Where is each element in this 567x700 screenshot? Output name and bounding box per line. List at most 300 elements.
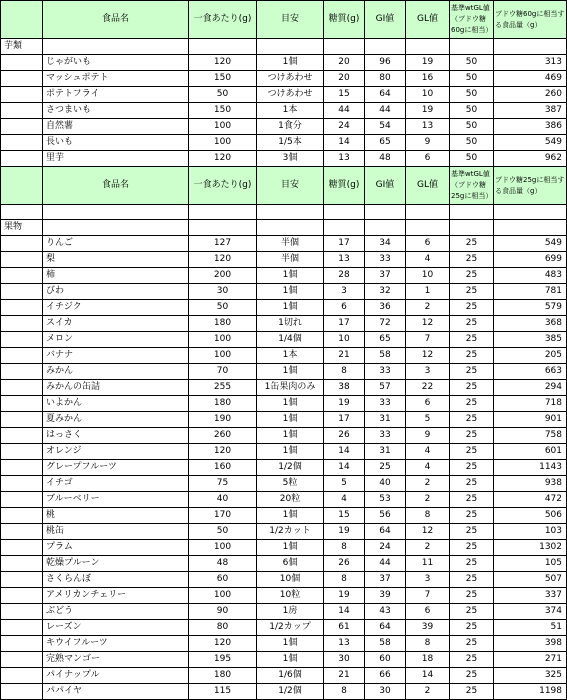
carbs-g-cell: 20 xyxy=(324,55,365,71)
equiv-amount-cell: 1143 xyxy=(494,460,567,476)
gl-value-cell: 9 xyxy=(406,135,450,151)
header-gi: GI値 xyxy=(365,1,406,39)
equiv-amount-cell: 385 xyxy=(494,332,567,348)
table-row xyxy=(1,268,567,284)
gl-value-cell: 2 xyxy=(406,300,450,316)
header-row-tubers xyxy=(1,1,567,39)
equiv-amount-cell: 469 xyxy=(494,71,567,87)
table-row xyxy=(1,252,567,268)
guide-cell: 1切れ xyxy=(257,316,324,332)
row-lead-cell xyxy=(1,316,43,332)
base-gl-cell: 25 xyxy=(450,364,494,380)
row-lead-cell xyxy=(1,492,43,508)
base-gl-cell: 50 xyxy=(450,103,494,119)
carbs-g-cell: 26 xyxy=(324,556,365,572)
equiv-amount-cell: 374 xyxy=(494,604,567,620)
carbs-g-cell: 44 xyxy=(324,103,365,119)
equiv-amount-cell: 1198 xyxy=(494,684,567,700)
equiv-amount-cell: 387 xyxy=(494,103,567,119)
food-name-cell: 柿 xyxy=(43,268,189,284)
row-lead-cell xyxy=(1,332,43,348)
table-body xyxy=(1,1,567,700)
base-gl-cell: 25 xyxy=(450,588,494,604)
portion-g-cell: 160 xyxy=(189,460,257,476)
portion-g-cell: 75 xyxy=(189,476,257,492)
equiv-amount-cell: 313 xyxy=(494,55,567,71)
equiv-amount-cell: 601 xyxy=(494,444,567,460)
portion-g-cell: 180 xyxy=(189,396,257,412)
gl-value-cell: 12 xyxy=(406,524,450,540)
portion-g-cell: 115 xyxy=(189,684,257,700)
category-label: 芋類 xyxy=(1,39,43,55)
guide-cell: 1/4個 xyxy=(257,332,324,348)
row-lead-cell xyxy=(1,151,43,167)
food-name-cell: 長いも xyxy=(43,135,189,151)
carbs-g-cell: 21 xyxy=(324,348,365,364)
food-name-cell: びわ xyxy=(43,284,189,300)
equiv-amount-cell: 472 xyxy=(494,492,567,508)
gl-value-cell: 12 xyxy=(406,348,450,364)
table-row xyxy=(1,151,567,167)
equiv-amount-cell: 271 xyxy=(494,652,567,668)
guide-cell: 1個 xyxy=(257,444,324,460)
gi-value-cell: 44 xyxy=(365,556,406,572)
guide-cell: 1個 xyxy=(257,652,324,668)
table-row xyxy=(1,636,567,652)
portion-g-cell: 120 xyxy=(189,636,257,652)
gl-value-cell: 7 xyxy=(406,332,450,348)
gi-value-cell: 31 xyxy=(365,444,406,460)
table-row xyxy=(1,71,567,87)
spacer-row xyxy=(1,205,567,220)
gi-value-cell: 37 xyxy=(365,268,406,284)
table-row xyxy=(1,684,567,700)
base-gl-cell: 25 xyxy=(450,556,494,572)
gl-value-cell: 1 xyxy=(406,284,450,300)
portion-g-cell: 120 xyxy=(189,55,257,71)
portion-g-cell: 50 xyxy=(189,300,257,316)
gi-value-cell: 80 xyxy=(365,71,406,87)
equiv-amount-cell: 718 xyxy=(494,396,567,412)
guide-cell: 10個 xyxy=(257,572,324,588)
header-gi: GI値 xyxy=(365,167,406,205)
gi-value-cell: 36 xyxy=(365,300,406,316)
base-gl-cell: 25 xyxy=(450,524,494,540)
equiv-amount-cell: 962 xyxy=(494,151,567,167)
gl-value-cell: 3 xyxy=(406,572,450,588)
gi-value-cell: 33 xyxy=(365,364,406,380)
portion-g-cell: 70 xyxy=(189,364,257,380)
carbs-g-cell: 15 xyxy=(324,508,365,524)
base-gl-cell: 50 xyxy=(450,151,494,167)
guide-cell: 1個 xyxy=(257,428,324,444)
guide-cell: 1個 xyxy=(257,396,324,412)
food-name-cell: 完熟マンゴー xyxy=(43,652,189,668)
equiv-amount-cell: 579 xyxy=(494,300,567,316)
gi-value-cell: 53 xyxy=(365,492,406,508)
gl-value-cell: 3 xyxy=(406,364,450,380)
portion-g-cell: 100 xyxy=(189,540,257,556)
equiv-amount-cell: 483 xyxy=(494,268,567,284)
base-gl-cell: 50 xyxy=(450,71,494,87)
base-gl-cell: 50 xyxy=(450,55,494,71)
row-lead-cell xyxy=(1,55,43,71)
portion-g-cell: 200 xyxy=(189,268,257,284)
gi-value-cell: 65 xyxy=(365,332,406,348)
carbs-g-cell: 15 xyxy=(324,87,365,103)
equiv-amount-cell: 325 xyxy=(494,668,567,684)
food-name-cell: みかん xyxy=(43,364,189,380)
base-gl-cell: 50 xyxy=(450,87,494,103)
guide-cell: 1個 xyxy=(257,55,324,71)
gl-value-cell: 2 xyxy=(406,476,450,492)
food-name-cell: パイナップル xyxy=(43,668,189,684)
food-name-cell: さくらんぼ xyxy=(43,572,189,588)
food-name-cell: ブルーベリー xyxy=(43,492,189,508)
base-gl-cell: 25 xyxy=(450,572,494,588)
food-name-cell: レーズン xyxy=(43,620,189,636)
row-lead-cell xyxy=(1,300,43,316)
header-gl: GL値 xyxy=(406,167,450,205)
carbs-g-cell: 19 xyxy=(324,588,365,604)
carbs-g-cell: 19 xyxy=(324,524,365,540)
food-name-cell: スイカ xyxy=(43,316,189,332)
carbs-g-cell: 8 xyxy=(324,684,365,700)
gl-value-cell: 4 xyxy=(406,460,450,476)
row-lead-cell xyxy=(1,604,43,620)
header-guide: 目安 xyxy=(257,167,324,205)
base-gl-cell: 25 xyxy=(450,412,494,428)
base-gl-cell: 25 xyxy=(450,668,494,684)
table-row xyxy=(1,652,567,668)
header-guide: 目安 xyxy=(257,1,324,39)
food-name-cell: りんご xyxy=(43,236,189,252)
base-gl-cell: 25 xyxy=(450,460,494,476)
row-lead-cell xyxy=(1,652,43,668)
row-lead-cell xyxy=(1,268,43,284)
equiv-amount-cell: 549 xyxy=(494,135,567,151)
table-row xyxy=(1,572,567,588)
row-lead-cell xyxy=(1,620,43,636)
carbs-g-cell: 14 xyxy=(324,604,365,620)
base-gl-cell: 25 xyxy=(450,300,494,316)
carbs-g-cell: 28 xyxy=(324,268,365,284)
equiv-amount-cell: 294 xyxy=(494,380,567,396)
base-gl-cell: 25 xyxy=(450,444,494,460)
base-gl-cell: 25 xyxy=(450,316,494,332)
carbs-g-cell: 17 xyxy=(324,412,365,428)
gi-value-cell: 40 xyxy=(365,476,406,492)
table-row xyxy=(1,620,567,636)
equiv-amount-cell: 781 xyxy=(494,284,567,300)
portion-g-cell: 100 xyxy=(189,332,257,348)
gi-value-cell: 34 xyxy=(365,236,406,252)
row-lead-cell xyxy=(1,103,43,119)
gl-value-cell: 2 xyxy=(406,492,450,508)
row-lead-cell xyxy=(1,119,43,135)
food-name-cell: イチゴ xyxy=(43,476,189,492)
gi-value-cell: 56 xyxy=(365,508,406,524)
table-row xyxy=(1,396,567,412)
equiv-amount-cell: 260 xyxy=(494,87,567,103)
row-lead-cell xyxy=(1,684,43,700)
category-row-tubers xyxy=(1,39,567,55)
carbs-g-cell: 17 xyxy=(324,316,365,332)
gl-value-cell: 22 xyxy=(406,380,450,396)
base-gl-cell: 25 xyxy=(450,636,494,652)
row-lead-cell xyxy=(1,364,43,380)
guide-cell: 1個 xyxy=(257,508,324,524)
gl-value-cell: 4 xyxy=(406,252,450,268)
gl-value-cell: 6 xyxy=(406,151,450,167)
portion-g-cell: 90 xyxy=(189,604,257,620)
table-row xyxy=(1,668,567,684)
base-gl-cell: 50 xyxy=(450,135,494,151)
row-lead-cell xyxy=(1,572,43,588)
header-portion: 一食あたり(g) xyxy=(189,167,257,205)
carbs-g-cell: 24 xyxy=(324,119,365,135)
table-row xyxy=(1,316,567,332)
carbs-g-cell: 14 xyxy=(324,444,365,460)
base-gl-cell: 25 xyxy=(450,476,494,492)
gl-value-cell: 10 xyxy=(406,87,450,103)
header-portion: 一食あたり(g) xyxy=(189,1,257,39)
row-lead-cell xyxy=(1,380,43,396)
table-row xyxy=(1,135,567,151)
carbs-g-cell: 8 xyxy=(324,540,365,556)
portion-g-cell: 40 xyxy=(189,492,257,508)
food-name-cell: 乾燥プルーン xyxy=(43,556,189,572)
food-name-cell: マッシュポテト xyxy=(43,71,189,87)
gi-value-cell: 64 xyxy=(365,620,406,636)
base-gl-cell: 25 xyxy=(450,540,494,556)
header-corner-cell xyxy=(1,1,43,39)
portion-g-cell: 120 xyxy=(189,252,257,268)
portion-g-cell: 50 xyxy=(189,87,257,103)
food-name-cell: 桃 xyxy=(43,508,189,524)
gl-value-cell: 6 xyxy=(406,604,450,620)
row-lead-cell xyxy=(1,476,43,492)
category-row-fruits xyxy=(1,220,567,236)
equiv-amount-cell: 105 xyxy=(494,556,567,572)
base-gl-cell: 50 xyxy=(450,119,494,135)
gi-value-cell: 33 xyxy=(365,252,406,268)
guide-cell: 6個 xyxy=(257,556,324,572)
food-name-cell: バナナ xyxy=(43,348,189,364)
guide-cell: 1房 xyxy=(257,604,324,620)
table-row xyxy=(1,524,567,540)
equiv-amount-cell: 368 xyxy=(494,316,567,332)
table-row xyxy=(1,300,567,316)
guide-cell: 1個 xyxy=(257,412,324,428)
gl-value-cell: 14 xyxy=(406,668,450,684)
base-gl-cell: 25 xyxy=(450,396,494,412)
table-row xyxy=(1,332,567,348)
gl-value-cell: 7 xyxy=(406,588,450,604)
gl-value-cell: 13 xyxy=(406,119,450,135)
food-name-cell: グレープフルーツ xyxy=(43,460,189,476)
gl-value-cell: 6 xyxy=(406,236,450,252)
row-lead-cell xyxy=(1,135,43,151)
guide-cell: 1/2カップ xyxy=(257,620,324,636)
food-name-cell: オレンジ xyxy=(43,444,189,460)
guide-cell: 1/5本 xyxy=(257,135,324,151)
gi-value-cell: 65 xyxy=(365,135,406,151)
table-row xyxy=(1,103,567,119)
food-name-cell: キウイフルーツ xyxy=(43,636,189,652)
food-name-cell: 自然薯 xyxy=(43,119,189,135)
gi-value-cell: 57 xyxy=(365,380,406,396)
gi-value-cell: 54 xyxy=(365,119,406,135)
base-gl-cell: 25 xyxy=(450,236,494,252)
gl-value-cell: 19 xyxy=(406,103,450,119)
food-name-cell: アメリカンチェリー xyxy=(43,588,189,604)
portion-g-cell: 120 xyxy=(189,151,257,167)
row-lead-cell xyxy=(1,508,43,524)
carbs-g-cell: 4 xyxy=(324,492,365,508)
gl-value-cell: 9 xyxy=(406,428,450,444)
carbs-g-cell: 13 xyxy=(324,151,365,167)
equiv-amount-cell: 398 xyxy=(494,636,567,652)
base-gl-cell: 25 xyxy=(450,684,494,700)
food-name-cell: メロン xyxy=(43,332,189,348)
row-lead-cell xyxy=(1,236,43,252)
food-name-cell: パパイヤ xyxy=(43,684,189,700)
guide-cell: 半個 xyxy=(257,236,324,252)
base-gl-cell: 25 xyxy=(450,604,494,620)
carbs-g-cell: 10 xyxy=(324,332,365,348)
gi-value-cell: 43 xyxy=(365,604,406,620)
portion-g-cell: 48 xyxy=(189,556,257,572)
gi-value-cell: 48 xyxy=(365,151,406,167)
row-lead-cell xyxy=(1,396,43,412)
guide-cell: 1個 xyxy=(257,300,324,316)
gl-value-cell: 6 xyxy=(406,396,450,412)
guide-cell: 1個 xyxy=(257,364,324,380)
guide-cell: 20粒 xyxy=(257,492,324,508)
base-gl-cell: 25 xyxy=(450,380,494,396)
gl-value-cell: 2 xyxy=(406,540,450,556)
gi-value-cell: 64 xyxy=(365,524,406,540)
table-row xyxy=(1,348,567,364)
guide-cell: 1本 xyxy=(257,348,324,364)
gl-value-cell: 4 xyxy=(406,444,450,460)
equiv-amount-cell: 386 xyxy=(494,119,567,135)
table-row xyxy=(1,236,567,252)
guide-cell: 1個 xyxy=(257,636,324,652)
carbs-g-cell: 3 xyxy=(324,284,365,300)
gl-value-cell: 18 xyxy=(406,652,450,668)
carbs-g-cell: 13 xyxy=(324,252,365,268)
carbs-g-cell: 20 xyxy=(324,71,365,87)
base-gl-cell: 25 xyxy=(450,652,494,668)
row-lead-cell xyxy=(1,444,43,460)
equiv-amount-cell: 337 xyxy=(494,588,567,604)
guide-cell: 1食分 xyxy=(257,119,324,135)
equiv-amount-cell: 507 xyxy=(494,572,567,588)
equiv-amount-cell: 506 xyxy=(494,508,567,524)
header-gl: GL値 xyxy=(406,1,450,39)
table-row xyxy=(1,460,567,476)
equiv-amount-cell: 103 xyxy=(494,524,567,540)
table-row xyxy=(1,492,567,508)
gi-value-cell: 25 xyxy=(365,460,406,476)
header-equiv-amount: ブドウ糖60gに相当する食品量（g） xyxy=(494,1,567,39)
gi-value-cell: 33 xyxy=(365,428,406,444)
gl-value-cell: 8 xyxy=(406,508,450,524)
food-name-cell: 夏みかん xyxy=(43,412,189,428)
food-name-cell: 里芋 xyxy=(43,151,189,167)
carbs-g-cell: 30 xyxy=(324,652,365,668)
gi-value-cell: 66 xyxy=(365,668,406,684)
portion-g-cell: 120 xyxy=(189,444,257,460)
header-equiv-amount: ブドウ糖25gに相当する食品量（g） xyxy=(494,167,567,205)
portion-g-cell: 150 xyxy=(189,71,257,87)
row-lead-cell xyxy=(1,460,43,476)
food-name-cell: じゃがいも xyxy=(43,55,189,71)
food-name-cell: プラム xyxy=(43,540,189,556)
guide-cell: 1/2個 xyxy=(257,684,324,700)
header-carbs: 糖質(g) xyxy=(324,1,365,39)
food-name-cell: いよかん xyxy=(43,396,189,412)
base-gl-cell: 25 xyxy=(450,252,494,268)
table-row xyxy=(1,380,567,396)
gl-value-cell: 2 xyxy=(406,684,450,700)
header-corner-cell xyxy=(1,167,43,205)
food-name-cell: みかんの缶詰 xyxy=(43,380,189,396)
gl-value-cell: 19 xyxy=(406,55,450,71)
guide-cell: 10粒 xyxy=(257,588,324,604)
portion-g-cell: 190 xyxy=(189,412,257,428)
gi-value-cell: 39 xyxy=(365,588,406,604)
portion-g-cell: 60 xyxy=(189,572,257,588)
carbs-g-cell: 61 xyxy=(324,620,365,636)
table-row xyxy=(1,284,567,300)
portion-g-cell: 100 xyxy=(189,119,257,135)
row-lead-cell xyxy=(1,284,43,300)
table-row xyxy=(1,55,567,71)
portion-g-cell: 30 xyxy=(189,284,257,300)
food-name-cell: ぶどう xyxy=(43,604,189,620)
gi-value-cell: 33 xyxy=(365,396,406,412)
equiv-amount-cell: 938 xyxy=(494,476,567,492)
portion-g-cell: 127 xyxy=(189,236,257,252)
food-name-cell: ポテトフライ xyxy=(43,87,189,103)
carbs-g-cell: 17 xyxy=(324,236,365,252)
gi-value-cell: 30 xyxy=(365,684,406,700)
gi-value-cell: 37 xyxy=(365,572,406,588)
table-row xyxy=(1,556,567,572)
guide-cell: 5粒 xyxy=(257,476,324,492)
food-name-cell: はっさく xyxy=(43,428,189,444)
guide-cell: 1個 xyxy=(257,284,324,300)
row-lead-cell xyxy=(1,636,43,652)
carbs-g-cell: 14 xyxy=(324,460,365,476)
gi-value-cell: 58 xyxy=(365,636,406,652)
carbs-g-cell: 13 xyxy=(324,636,365,652)
carbs-g-cell: 14 xyxy=(324,135,365,151)
carbs-g-cell: 8 xyxy=(324,572,365,588)
row-lead-cell xyxy=(1,252,43,268)
base-gl-cell: 25 xyxy=(450,620,494,636)
food-name-cell: イチジク xyxy=(43,300,189,316)
guide-cell: 半個 xyxy=(257,252,324,268)
guide-cell: 1本 xyxy=(257,103,324,119)
table-row xyxy=(1,119,567,135)
equiv-amount-cell: 205 xyxy=(494,348,567,364)
base-gl-cell: 25 xyxy=(450,348,494,364)
row-lead-cell xyxy=(1,668,43,684)
